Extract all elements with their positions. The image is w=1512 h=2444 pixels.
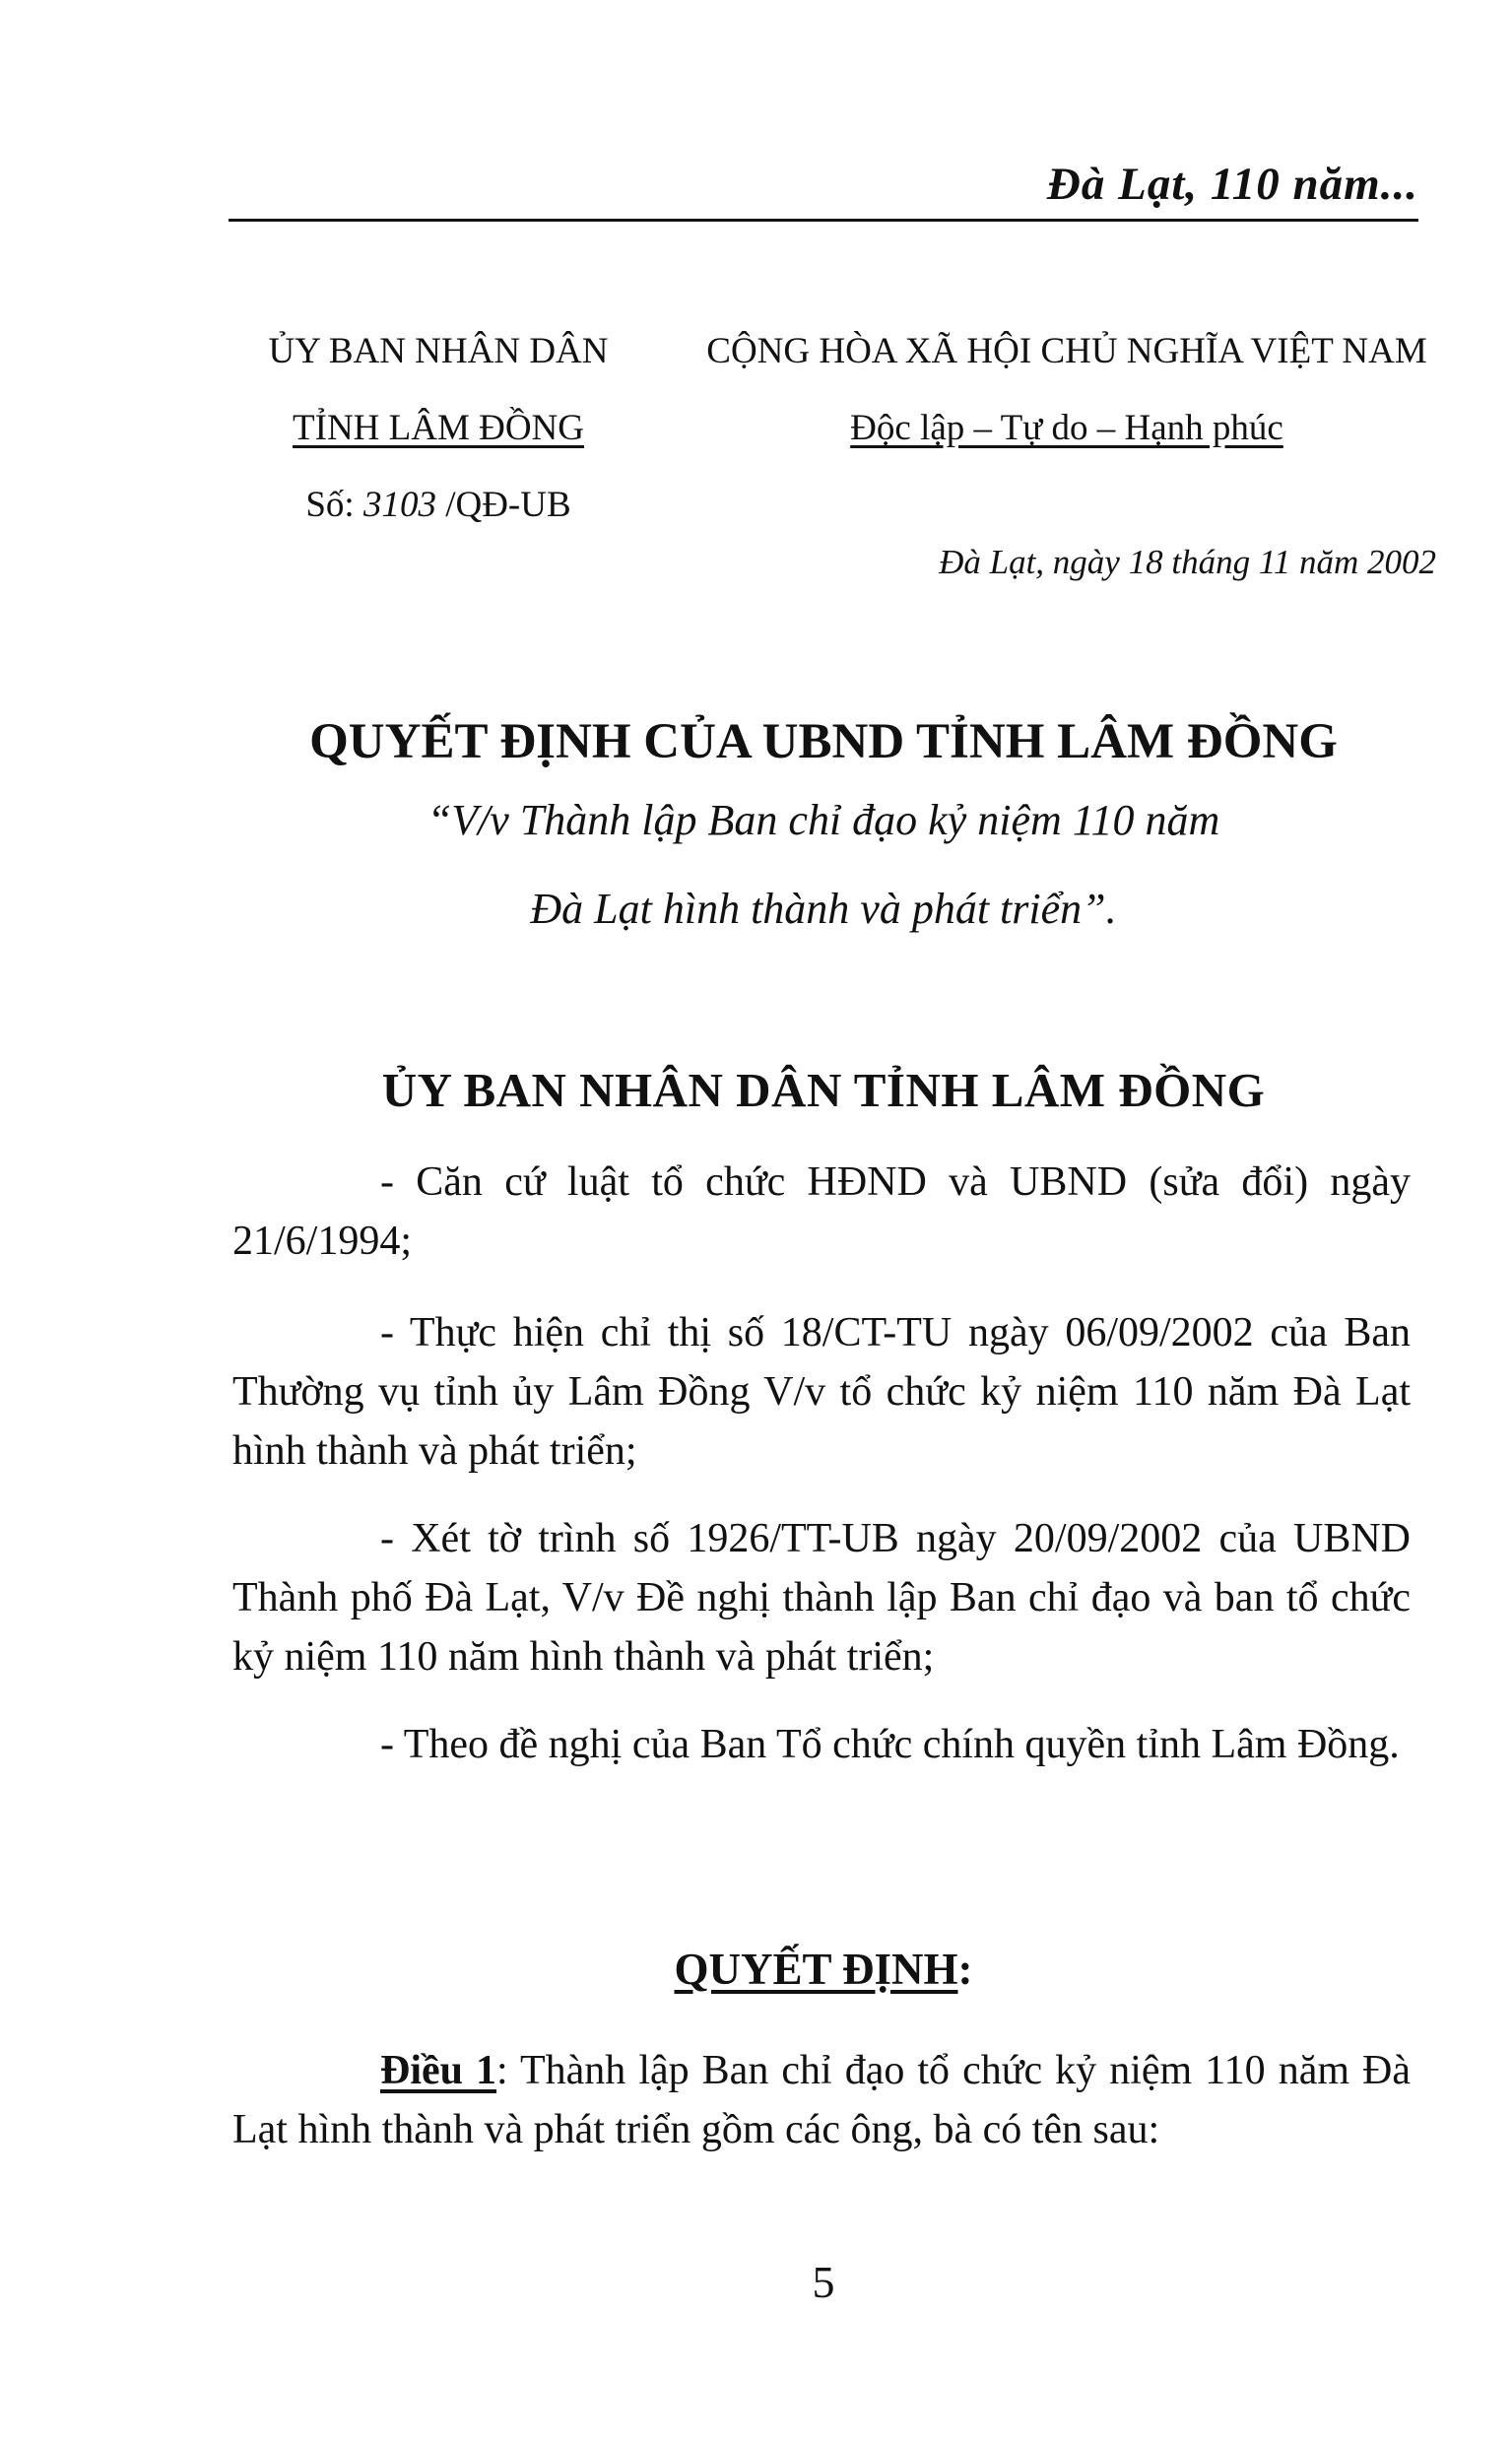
ground-paragraph-4: - Theo đề nghị của Ban Tổ chức chính quyền tỉnh Lâm Đồng.: [380, 1722, 1400, 1767]
country-name: CỘNG HÒA XÃ HỘI CHỦ NGHĨA VIỆT NAM: [706, 331, 1427, 371]
decision-subject: [229, 776, 1418, 954]
section-heading-text: QUYẾT ĐỊNH: [674, 1945, 958, 1994]
ground-paragraph-1: - Căn cứ luật tổ chức HĐND và UBND (sửa đổi) ngày 21/6/1994;: [232, 1159, 1411, 1264]
issuer-heading: ỦY BAN NHÂN DÂN TỈNH LÂM ĐỒNG: [381, 1063, 1266, 1117]
document-number-value: 3103: [362, 485, 436, 525]
article-1-label: Điều 1: [380, 2048, 497, 2093]
agency-name: ỦY BAN NHÂN DÂN: [268, 331, 609, 371]
document-number-prefix: Số:: [305, 485, 363, 525]
running-head: Đà Lạt, 110 năm...: [1046, 159, 1418, 210]
place-and-date: Đà Lạt, ngày 18 tháng 11 năm 2002: [939, 543, 1436, 581]
document-number-suffix: /QĐ-UB: [435, 485, 571, 525]
page-number: 5: [812, 2257, 835, 2307]
ground-paragraph-2: - Thực hiện chỉ thị số 18/CT-TU ngày 06/09/2002 của Ban Thường vụ tỉnh ủy Lâm Đồng V/v tổ chức kỷ niệm 110 năm Đà Lạt hình thành và phát triển;: [232, 1310, 1411, 1474]
section-heading-colon: :: [957, 1945, 973, 1994]
decision-title-block: [229, 707, 1418, 954]
ground-paragraph-3: - Xét tờ trình số 1926/TT-UB ngày 20/09/2002 của UBND Thành phố Đà Lạt, V/v Đề nghị thành lập Ban chỉ đạo và ban tổ chức kỷ niệm 110 năm hình thành và phát triển;: [232, 1516, 1411, 1680]
national-motto-block: [678, 313, 1456, 467]
issuing-agency-block: [241, 313, 635, 544]
header-rule: [229, 219, 1418, 222]
decision-subject-line-1: “V/v Thành lập Ban chỉ đạo kỷ niệm 110 năm: [427, 796, 1220, 844]
article-1-text: : Thành lập Ban chỉ đạo tổ chức kỷ niệm 110 năm Đà Lạt hình thành và phát triển gồm các ông, bà có tên sau:: [232, 2048, 1412, 2152]
decision-subject-line-2: Đà Lạt hình thành và phát triển”.: [530, 885, 1117, 933]
document-number: [241, 467, 635, 544]
national-motto: Độc lập – Tự do – Hạnh phúc: [850, 408, 1283, 448]
decision-title: QUYẾT ĐỊNH CỦA UBND TỈNH LÂM ĐỒNG: [309, 714, 1338, 769]
agency-province: TỈNH LÂM ĐỒNG: [293, 408, 584, 448]
article-1: [232, 2041, 1411, 2159]
section-heading: [229, 1944, 1418, 1995]
